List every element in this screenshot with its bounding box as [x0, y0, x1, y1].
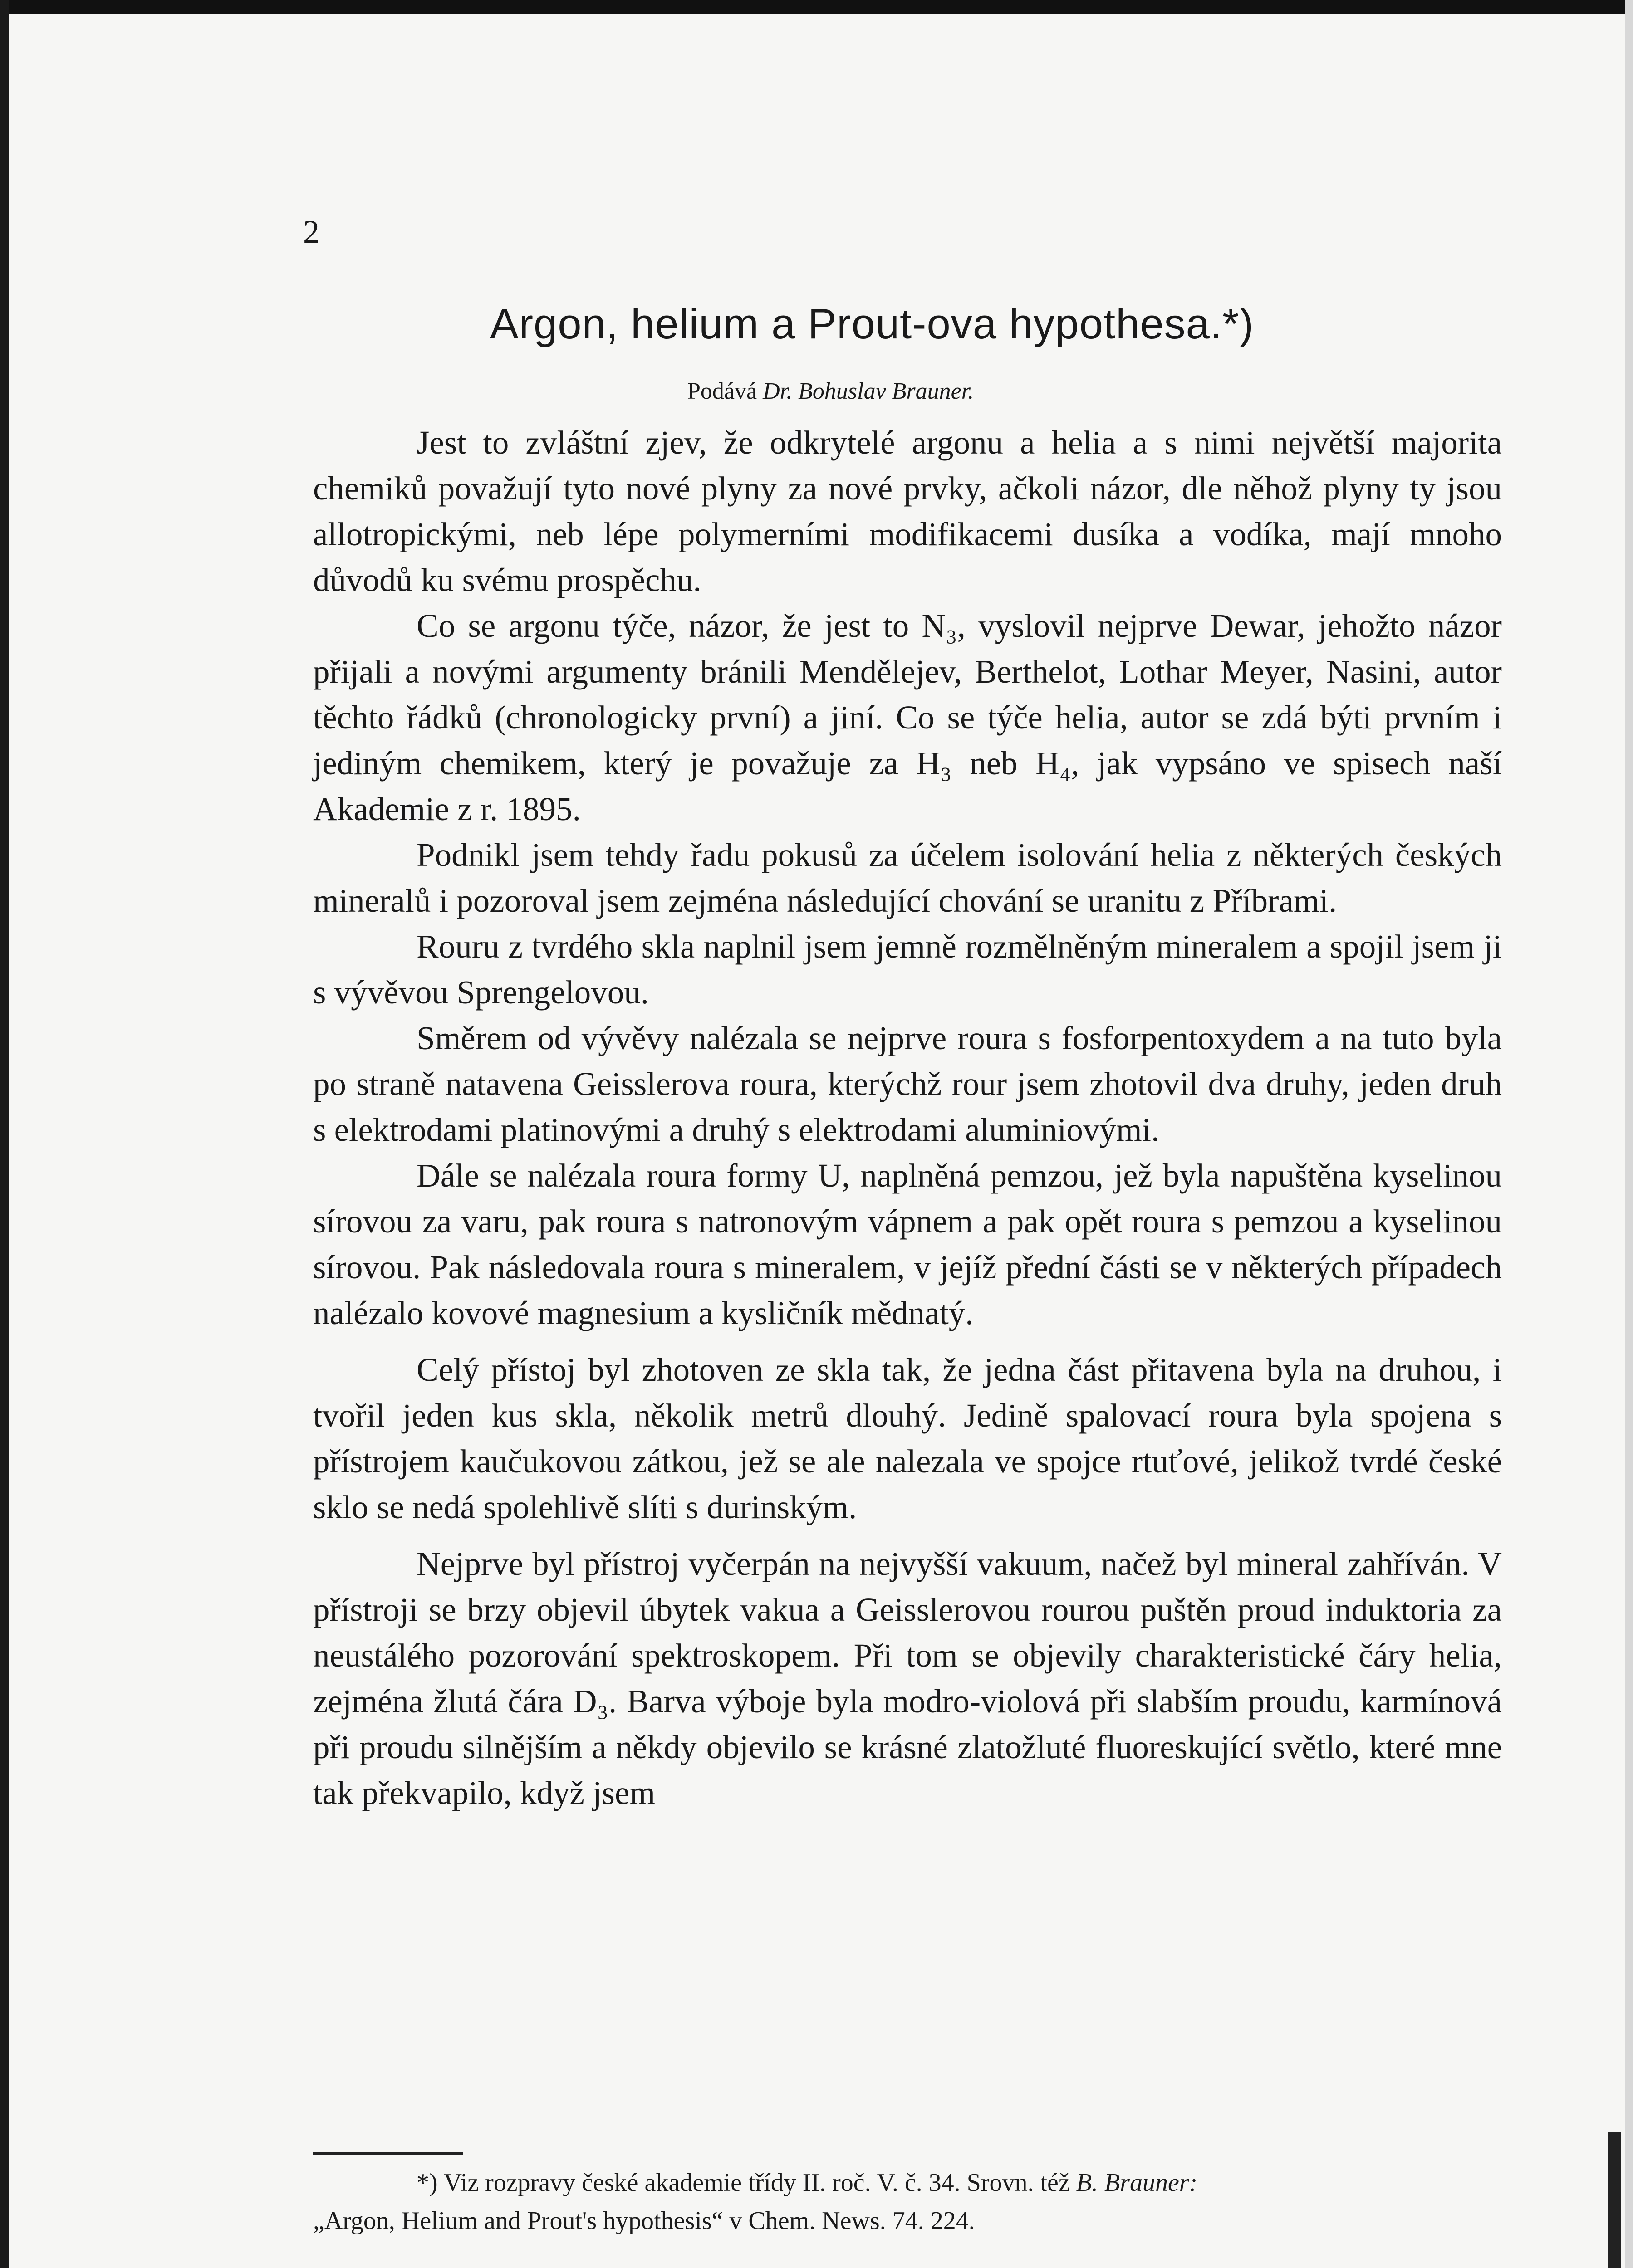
- paragraph: Celý přístoj byl zhotoven ze skla tak, že jedna část přitavena byla na druhou, i tvořil jeden kus skla, několik metrů dlouhý. Jedině spalovací roura byla spojena s přístrojem kaučukovou zátkou, jež se ale nalezala ve spojce rtuťové, jelikož tvrdé české sklo se nedá spolehlivě slíti s durinským.: [313, 1351, 1502, 1525]
- paragraph: Co se argonu týče, názor, že jest to N₃, vyslovil nejprve Dewar, jehožto názor přijali a novými argumenty bránili Mendělejev, Berthelot, Lothar Meyer, Nasini, autor těchto řádků (chronologicky první) a jiní. Co se týče helia, autor se zdá býti prvním i jediným chemikem, který je považuje za H₃ neb H₄, jak vypsáno ve spisech naší Akademie z r. 1895.: [313, 607, 1502, 827]
- scan-border-right: [1625, 0, 1633, 2268]
- paragraph: Dále se nalézala roura formy U, naplněná pemzou, jež byla napuštěna kyselinou sírovou za varu, pak roura s natronovým vápnem a pak opět roura s pemzou a kyselinou sírovou. Pak následovala roura s mineralem, v jejíž přední části se v některých případech nalézalo kovové magnesium a kysličník mědnatý.: [313, 1157, 1502, 1331]
- footnote-line-2: „Argon, Helium and Prout's hypothesis“ v Chem. News. 74. 224.: [313, 2207, 975, 2235]
- paragraph: Směrem od vývěvy nalézala se nejprve roura s fosforpentoxydem a na tuto byla po straně natavena Geisslerova roura, kterýchž rour jsem zhotovil dva druhy, jeden druh s elektrodami platinovými a druhý s elektrodami aluminiovými.: [313, 1020, 1502, 1148]
- page-number: 2: [303, 214, 319, 250]
- article-title: Argon, helium a Prout-ova hypothesa.*): [490, 300, 1254, 347]
- article-body: [313, 420, 1502, 1816]
- footnote-rule: [313, 2152, 463, 2155]
- paragraph: Rouru z tvrdého skla naplnil jsem jemně rozmělněným mineralem a spojil jsem ji s vývěvou Sprengelovou.: [313, 928, 1502, 1011]
- scan-border-top: [0, 0, 1633, 14]
- scan-border-left: [0, 0, 9, 2268]
- footnote-text: *) Viz rozpravy české akademie třídy II. roč. V. č. 34. Srovn. též: [417, 2169, 1070, 2197]
- byline: [687, 378, 974, 405]
- footnote-line-1: [313, 2164, 1502, 2202]
- byline-author: Dr. Bohuslav Brauner.: [763, 378, 974, 404]
- footnote: [313, 2164, 1502, 2240]
- paragraph: Podnikl jsem tehdy řadu pokusů za účelem isolování helia z některých českých mineralů i pozoroval jsem zejména následující chování se uranitu z Příbrami.: [313, 836, 1502, 919]
- paragraph: Jest to zvláštní zjev, že odkrytelé argonu a helia a s nimi největší majorita chemiků považují tyto nové plyny za nové prvky, ačkoli názor, dle něhož plyny ty jsou allotropickými, neb lépe polymerními modifikacemi dusíka a vodíka, mají mnoho důvodů ku svému prospěchu.: [313, 424, 1502, 598]
- footnote-author: B. Brauner:: [1076, 2169, 1198, 2197]
- paragraph: Nejprve byl přístroj vyčerpán na nejvyšší vakuum, načež byl mineral zahříván. V přístroji se brzy objevil úbytek vakua a Geisslerovou rourou puštěn proud induktoria za neustálého pozorování spektroskopem. Při tom se objevily charakteristické čáry helia, zejména žlutá čára D₃. Barva výboje byla modro-violová při slabším proudu, karmínová při proudu silnějším a někdy objevilo se krásné zlatožluté fluoreskující světlo, které mne tak překvapilo, když jsem: [313, 1545, 1502, 1811]
- binding-edge-mark: [1608, 2132, 1621, 2268]
- byline-prefix: Podává: [687, 378, 757, 404]
